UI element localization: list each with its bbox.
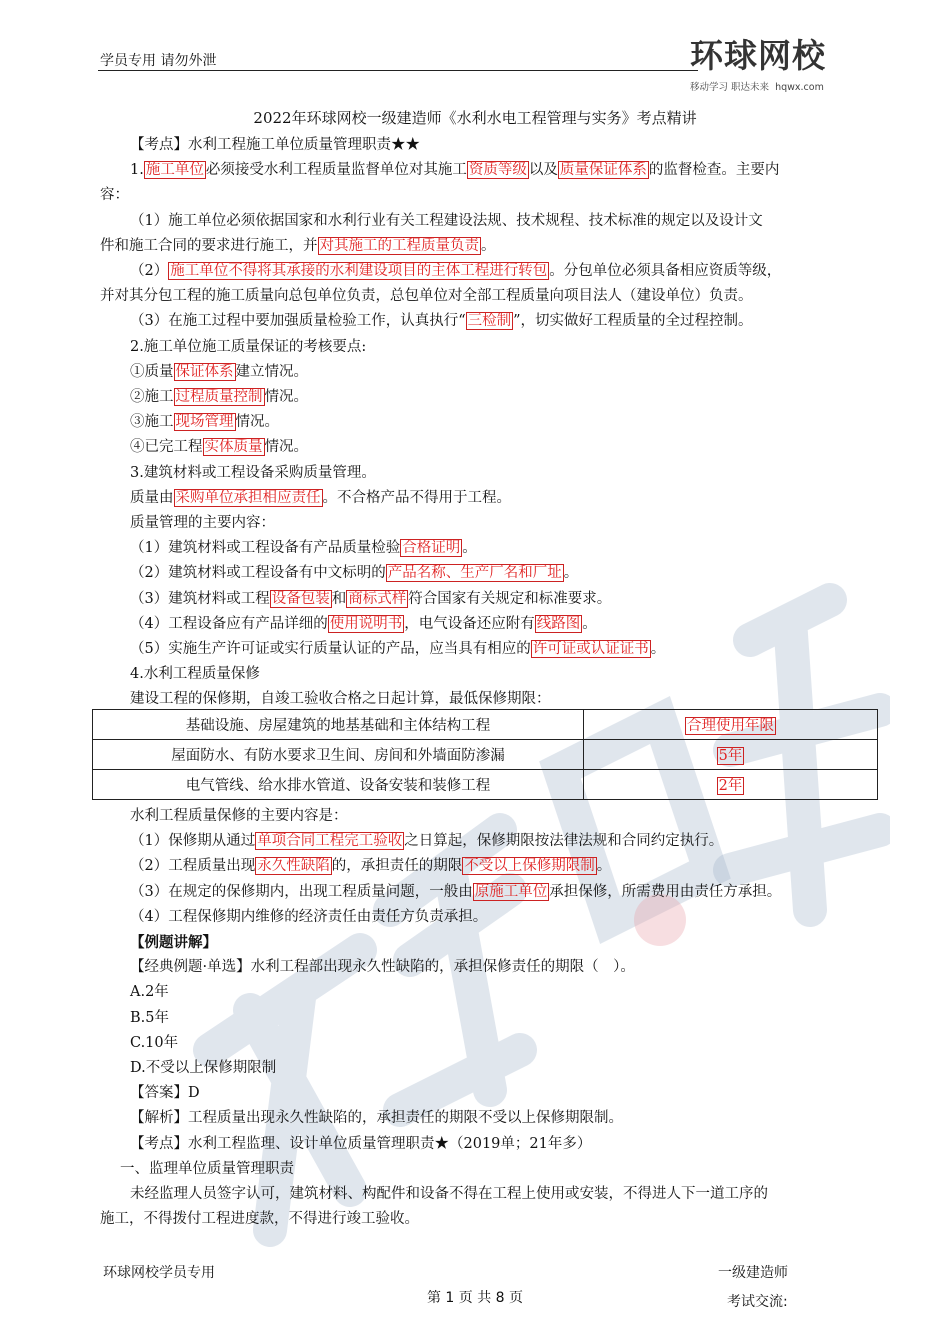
option-d: D.不受以上保修期限制 (130, 1060, 277, 1077)
section-2-title: 2.施工单位施工质量保证的考核要点: (130, 338, 367, 355)
para-supervision-cont: 施工，不得拨付工程进度款，不得进行竣工验收。 (100, 1211, 419, 1228)
table-cell: 2年 (584, 770, 878, 800)
section-4-title: 4.水利工程质量保修 (130, 666, 260, 683)
warranty-table (92, 709, 878, 800)
list-item: （4）工程设备应有产品详细的 使用说明书 ，电气设备还应附有 线路图 。 (130, 615, 597, 632)
para-supervision: 未经监理人员签字认可，建筑材料、构配件和设备不得在工程上使用或安装，不得进人下一道工序的 (130, 1186, 768, 1203)
table-cell: 合理使用年限 (584, 710, 878, 740)
analysis: 【解析】工程质量出现永久性缺陷的，承担责任的期限不受以上保修期限制。 (130, 1110, 623, 1127)
para-quality-main: 质量管理的主要内容： (130, 515, 275, 532)
para-1-cont: 容： (100, 187, 129, 204)
para-2-cont: 件和施工合同的要求进行施工，并 对其施工的工程质量负责 。 (100, 237, 496, 254)
example-question: 【经典例题·单选】水利工程部出现永久性缺陷的，承担保修责任的期限（ ）。 (130, 959, 635, 976)
list-item: （3）在规定的保修期内，出现工程质量问题，一般由 原施工单位 承担保修，所需费用由责任方承担。 (130, 883, 782, 900)
option-c: C.10年 (130, 1034, 179, 1051)
footer-exam: 考试交流: (727, 1294, 788, 1310)
option-a: A.2年 (130, 984, 169, 1001)
list-item: ②施工 过程质量控制 情况。 (130, 389, 308, 406)
para-3: （2） 施工单位不得将其承接的水利建设项目的主体工程进行转包 。分包单位必须具备相应资质等级， (130, 263, 782, 280)
footer-right: 一级建造师 (718, 1265, 788, 1281)
list-item: ①质量 保证体系 建立情况。 (130, 363, 308, 380)
example-heading: 【例题讲解】 (130, 934, 217, 952)
table-cell: 基础设施、房屋建筑的地基基础和主体结构工程 (93, 710, 584, 740)
subheading-supervision: 一、监理单位质量管理职责 (120, 1160, 294, 1177)
footer-left: 环球网校学员专用 (103, 1265, 215, 1281)
list-item: （3）建筑材料或工程 设备包装 和 商标式样 符合国家有关规定和标准要求。 (130, 590, 612, 607)
main-content (100, 133, 870, 713)
para-quality: 质量由 采购单位承担相应责任 。不合格产品不得用于工程。 (130, 489, 511, 506)
list-item: （2）建筑材料或工程设备有中文标明的 产品名称、生产厂名和厂址 。 (130, 565, 579, 582)
key-point-heading: 【考点】水利工程施工单位质量管理职责★★ (130, 137, 420, 153)
warranty-intro: 建设工程的保修期，自竣工验收合格之日起计算，最低保修期限： (130, 691, 551, 708)
warranty-main: 水利工程质量保修的主要内容是： (130, 808, 348, 824)
list-item: （1）保修期从通过 单项合同工程完工验收 之日算起，保修期限按法律法规和合同约定执行。 (130, 833, 724, 850)
list-item: （1）建筑材料或工程设备有产品质量检验 合格证明 。 (130, 540, 477, 557)
table-row (93, 740, 878, 770)
answer: 【答案】D (130, 1085, 200, 1102)
table-cell: 屋面防水、有防水要求卫生间、房间和外墙面防渗漏 (93, 740, 584, 770)
list-item: （5）实施生产许可证或实行质量认证的产品，应当具有相应的 许可证或认证证书 。 (130, 641, 666, 658)
para-1: 1. 施工单位 必须接受水利工程质量监督单位对其施工 资质等级 以及 质量保证体系 的监督检查。主要内 (130, 162, 780, 179)
list-item: ④已完工程 实体质量 情况。 (130, 439, 308, 456)
logo-text: 环球网校 (690, 36, 826, 75)
option-b: B.5年 (130, 1009, 169, 1026)
header-confidential: 学员专用 请勿外泄 (100, 53, 217, 69)
para-4: （3）在施工过程中要加强质量检验工作，认真执行“ 三检制 ”，切实做好工程质量的全过程控制。 (130, 313, 753, 330)
document-title: 2022年环球网校一级建造师《水利水电工程管理与实务》考点精讲 (253, 109, 697, 127)
page-number: 第 1 页 共 8 页 (426, 1290, 524, 1306)
main-content-2 (100, 804, 870, 1232)
brand-logo (690, 30, 865, 93)
table-row (93, 770, 878, 800)
section-3-title: 3.建筑材料或工程设备采购质量管理。 (130, 464, 376, 481)
table-row (93, 710, 878, 740)
table-cell: 电气管线、给水排水管道、设备安装和装修工程 (93, 770, 584, 800)
para-2: （1）施工单位必须依据国家和水利行业有关工程建设法规、技术规程、技术标准的规定以及设计文 (130, 212, 763, 229)
para-3-cont: 并对其分包工程的施工质量向总包单位负责，总包单位对全部工程质量向项目法人（建设单位）负责。 (100, 288, 753, 305)
table-cell: 5年 (584, 740, 878, 770)
key-point-heading-2: 【考点】水利工程监理、设计单位质量管理职责★（2019单；21年多） (130, 1135, 592, 1152)
list-item: （4）工程保修期内维修的经济责任由责任方负责承担。 (130, 908, 488, 925)
list-item: ③施工 现场管理 情况。 (130, 414, 279, 431)
logo-slogan: 移动学习 职达未来 hqwx.com (690, 82, 824, 93)
list-item: （2）工程质量出现 永久性缺陷 的，承担责任的期限 不受以上保修期限制 。 (130, 858, 612, 875)
header-rule (98, 70, 698, 71)
